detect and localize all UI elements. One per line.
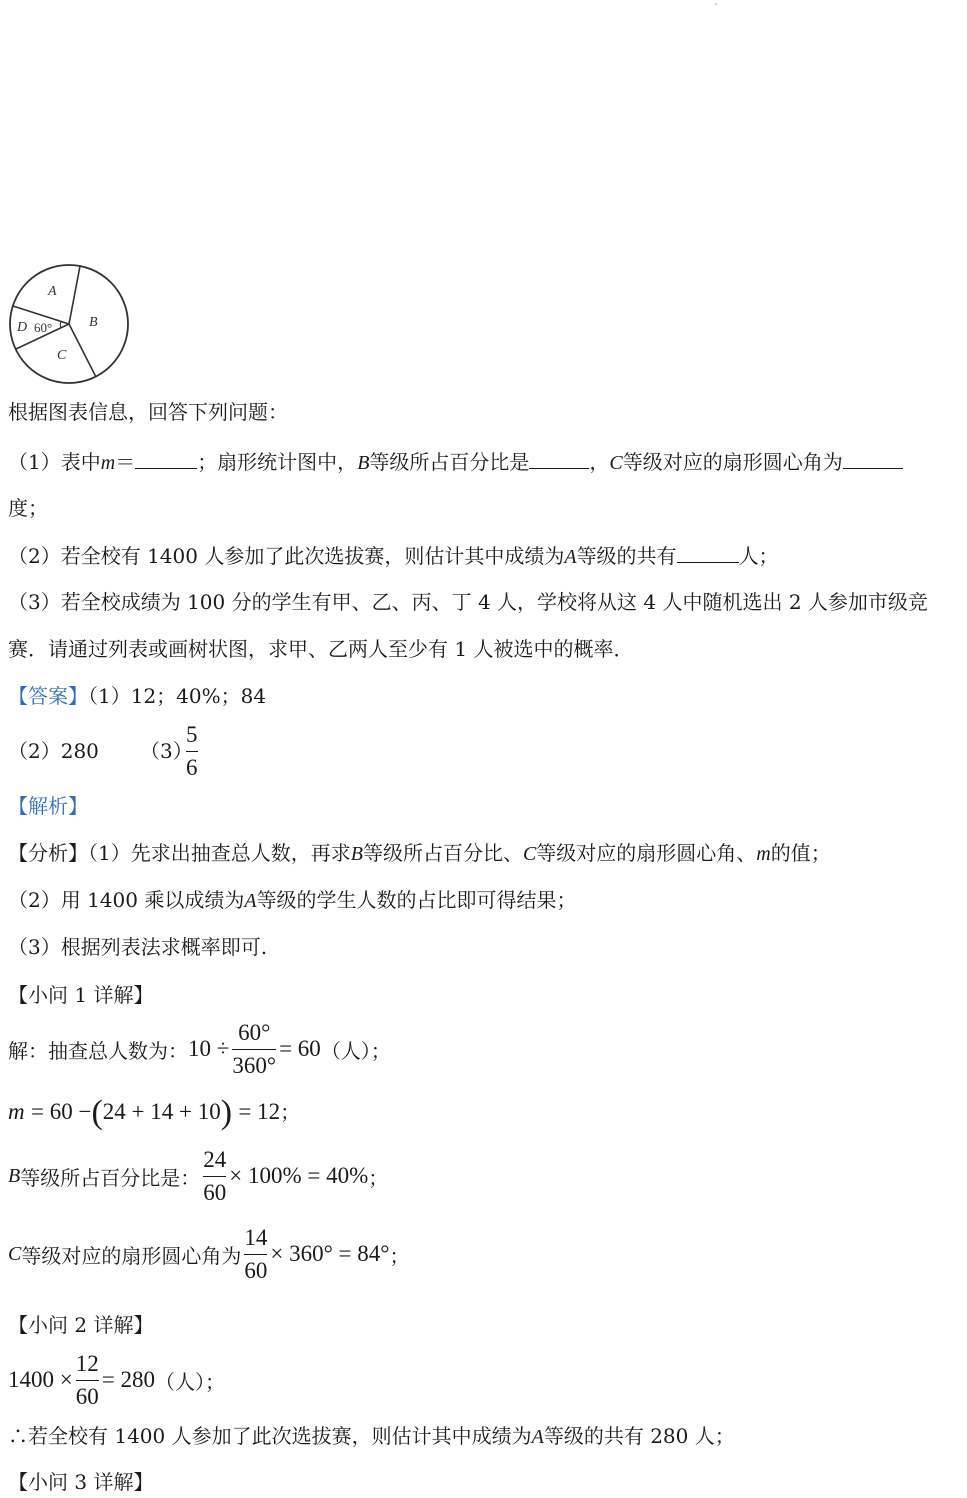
- answer-2: （2）280: [8, 739, 99, 763]
- sub1-s1-denominator: 360°: [232, 1052, 277, 1078]
- pie-label-d: D: [17, 320, 28, 335]
- answer-tag: 【答案】: [8, 684, 88, 708]
- sub1-s2-inner: 24 + 14 + 10: [102, 1099, 221, 1124]
- q1-var-c: C: [609, 452, 623, 474]
- pie-label-a: A: [48, 284, 57, 299]
- sub2-s1-b: = 280: [101, 1367, 155, 1392]
- analysis-1-var-c: C: [522, 843, 537, 865]
- sub2-s2-b: 等级的共有 280 人；: [543, 1424, 735, 1448]
- q1-text-1: （1）表中: [8, 450, 101, 474]
- q2-text-3: 人；: [738, 544, 779, 568]
- q1-blank-m: [135, 446, 197, 469]
- fraction-bar: [186, 751, 198, 752]
- analysis-1-var-b: B: [350, 843, 363, 865]
- intro-text: 根据图表信息，回答下列问题：: [8, 400, 288, 424]
- sub1-s1-post: （人）；: [320, 1038, 391, 1063]
- answer-3-denominator: 6: [186, 755, 198, 780]
- question-1: [8, 446, 903, 478]
- q2-blank: [677, 540, 739, 563]
- analysis-1-b: 等级所占百分比、: [362, 841, 523, 865]
- sub1-s2-rparen: ): [220, 1094, 233, 1131]
- pie-label-b: B: [89, 315, 98, 330]
- sub2-s1-post: （人）；: [154, 1369, 225, 1394]
- sub1-s3-numerator: 24: [203, 1146, 227, 1172]
- q1-var-m: m: [100, 452, 116, 474]
- question-2: [8, 540, 779, 572]
- sub1-s4-post: ；: [389, 1243, 410, 1268]
- analysis-sub-tag: 【分析】: [8, 841, 88, 865]
- question-1-cont: 度；: [8, 496, 48, 520]
- q1-var-b: B: [357, 452, 370, 474]
- sub1-s4-var-c: C: [8, 1242, 22, 1265]
- analysis-line-2: [8, 885, 577, 916]
- answer-3-fraction: [186, 720, 198, 783]
- sub1-s2-post: ；: [280, 1100, 301, 1124]
- sub1-s4-b: × 360° = 84°: [270, 1241, 390, 1266]
- q1-text-4: ，: [589, 450, 610, 474]
- sub3-title: 【小问 3 详解】: [8, 1470, 154, 1494]
- sub2-s1-fraction: [76, 1349, 99, 1412]
- sub1-s4-pre: 等级对应的扇形圆心角为: [21, 1243, 242, 1268]
- q1-blank-c: [843, 446, 903, 469]
- pie-divider-a-b: [69, 266, 80, 324]
- analysis-line-3: （3）根据列表法求概率即可.: [8, 935, 268, 959]
- sub2-step-2: [8, 1421, 735, 1452]
- sub1-s1-numerator: 60°: [238, 1019, 271, 1045]
- fraction-bar: [203, 1176, 226, 1177]
- answer-line-1: [8, 681, 266, 711]
- analysis-1-a: （1）先求出抽查总人数，再求: [88, 841, 351, 865]
- sub2-title: 【小问 2 详解】: [8, 1313, 154, 1337]
- sub2-s1-a: 1400 ×: [8, 1367, 73, 1392]
- sub1-s3-post: ；: [368, 1165, 389, 1190]
- pie-angle-label: 60°: [34, 320, 53, 335]
- analysis-2-b: 等级的学生人数的占比即可得结果；: [256, 888, 577, 912]
- q2-text-1: （2）若全校有 1400 人参加了此次选拔赛，则估计其中成绩为: [8, 544, 565, 568]
- pie-chart: [5, 262, 145, 392]
- sub1-step-2: [8, 1092, 300, 1133]
- q2-text-2: 等级的共有: [576, 544, 677, 568]
- sub1-s2-a: = 60 −: [30, 1099, 92, 1124]
- fraction-bar: [232, 1049, 276, 1050]
- sub2-step-1: [8, 1347, 225, 1413]
- q2-var-a: A: [564, 546, 577, 568]
- sub1-s1-fraction: [232, 1018, 276, 1081]
- sub1-s3-denominator: 60: [203, 1179, 227, 1205]
- q1-text-2: ；扇形统计图中，: [197, 450, 358, 474]
- analysis-1-var-m: m: [756, 843, 771, 865]
- sub1-s3-pre: 等级所占百分比是：: [20, 1165, 201, 1190]
- sub1-step-3: [8, 1143, 388, 1209]
- q1-blank-b: [529, 446, 589, 469]
- sub1-s2-var-m: m: [8, 1099, 25, 1124]
- pie-label-c: C: [57, 348, 67, 363]
- sub1-s4-numerator: 14: [244, 1224, 268, 1250]
- answer-line-2: [8, 736, 99, 766]
- analysis-2-var-a: A: [244, 890, 257, 912]
- sub1-s3-var-b: B: [8, 1164, 21, 1187]
- sub1-s2-b: = 12: [238, 1099, 281, 1124]
- fraction-bar: [76, 1380, 99, 1381]
- analysis-1-c: 等级对应的扇形圆心角、: [536, 841, 757, 865]
- analysis-2-a: （2）用 1400 乘以成绩为: [8, 888, 245, 912]
- answer-3-label: （3）: [140, 739, 193, 763]
- q1-text-3: 等级所占百分比是: [369, 450, 530, 474]
- sub1-step-4: [8, 1221, 409, 1287]
- sub2-s2-a: ∴若全校有 1400 人参加了此次选拔赛，则估计其中成绩为: [8, 1424, 532, 1448]
- sub1-s4-denominator: 60: [244, 1257, 268, 1283]
- sub1-s3-b: × 100% = 40%: [229, 1163, 369, 1188]
- sub2-s1-denominator: 60: [75, 1383, 99, 1409]
- analysis-1-d: 的值；: [770, 841, 831, 865]
- sub1-s4-fraction: [244, 1223, 267, 1286]
- sub1-s1-a: 10 ÷: [188, 1036, 230, 1061]
- q1-text-5: 等级对应的扇形圆心角为: [622, 450, 843, 474]
- answer-1: （1）12；40%；84: [88, 684, 267, 708]
- pie-angle-arc: [60, 321, 61, 328]
- header-dot: .: [714, 0, 718, 8]
- question-3-line-1: （3）若全校成绩为 100 分的学生有甲、乙、丙、丁 4 人，学校将从这 4 人中随机选出 2 人参加市级竞: [8, 590, 928, 614]
- sub1-s2-lparen: (: [91, 1094, 103, 1131]
- question-3-line-2: 赛．请通过列表或画树状图，求甲、乙两人至少有 1 人被选中的概率．: [8, 637, 634, 661]
- sub1-s1-pre: 解：抽查总人数为：: [8, 1038, 188, 1063]
- answer-3-numerator: 5: [186, 722, 198, 747]
- sub1-title: 【小问 1 详解】: [8, 983, 154, 1007]
- pie-divider-b-c: [69, 324, 96, 377]
- sub1-s1-b: = 60: [279, 1036, 321, 1061]
- sub2-s1-numerator: 12: [75, 1350, 99, 1376]
- fraction-bar: [244, 1254, 267, 1255]
- sub2-s2-var-a: A: [531, 1426, 544, 1448]
- q1-eq: ＝: [115, 450, 136, 474]
- analysis-tag: 【解析】: [8, 794, 88, 818]
- analysis-line-1: [8, 838, 831, 869]
- sub1-step-1: [8, 1016, 391, 1082]
- sub1-s3-fraction: [203, 1145, 226, 1208]
